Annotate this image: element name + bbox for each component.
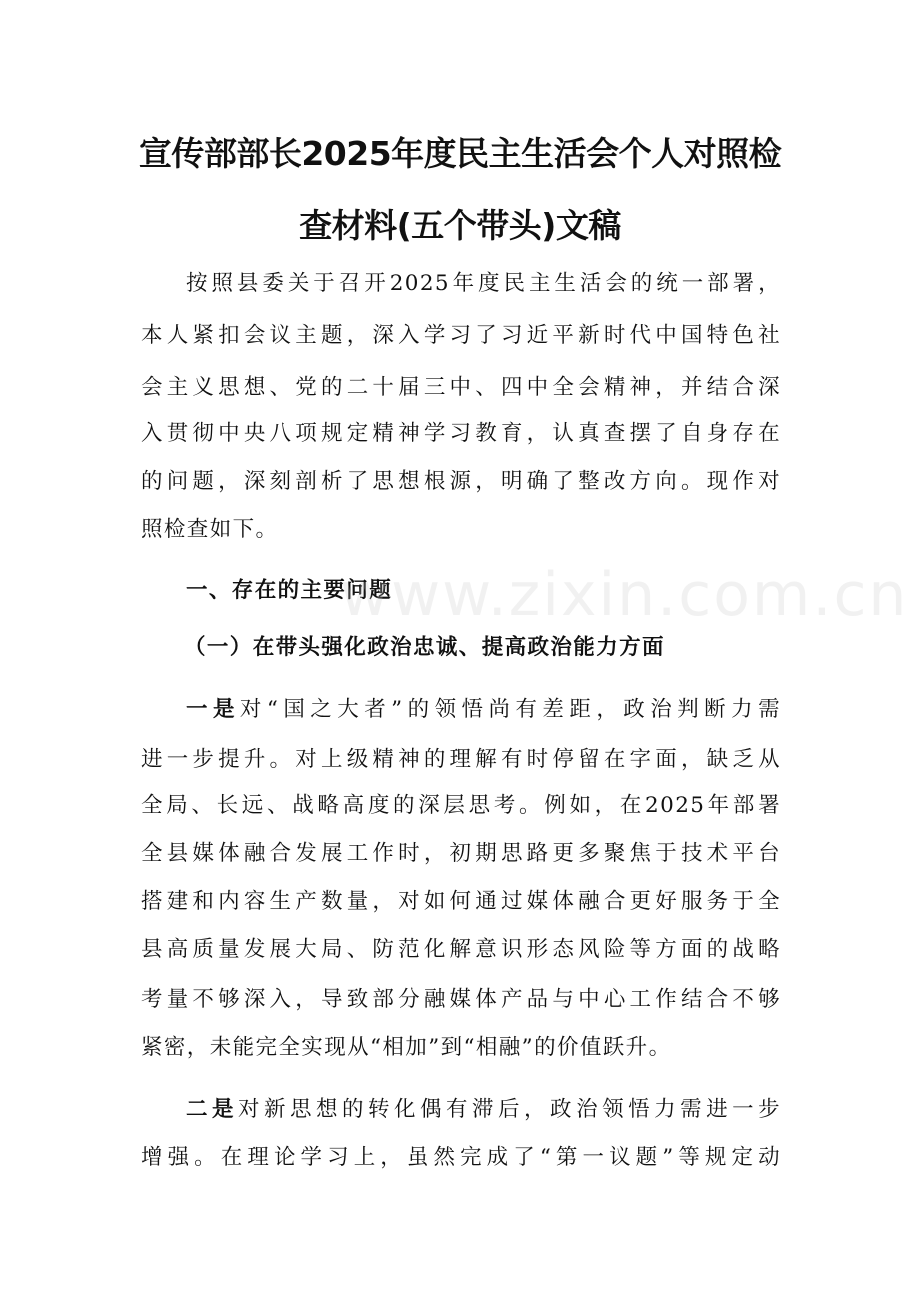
intro-line: 本人紧扣会议主题，深入学习了习近平新时代中国特色社 (141, 323, 781, 348)
point-1-line: 搭建和内容生产数量，对如何通过媒体融合更好服务于全 (141, 889, 781, 914)
point-1-line: 县高质量发展大局、防范化解意识形态风险等方面的战略 (141, 937, 781, 962)
intro-line: 照检查如下。 (141, 517, 279, 542)
point-2-text: 对新思想的转化偶有滞后，政治领悟力需进一步 (238, 1097, 781, 1122)
point-1-line: 紧密，未能完全实现从“相加”到“相融”的价值跃升。 (141, 1035, 672, 1060)
intro-line: 会主义思想、党的二十届三中、四中全会精神，并结合深 (141, 375, 781, 400)
point-2-lead: 二是 (186, 1097, 239, 1122)
point-1-line: 考量不够深入，导致部分融媒体产品与中心工作结合不够 (141, 987, 781, 1012)
point-1-text: 对“国之大者”的领悟尚有差距，政治判断力需 (239, 697, 781, 722)
document-title-line-1: 宣传部部长2025年度民主生活会个人对照检 (138, 134, 782, 173)
intro-line: 入贯彻中央八项规定精神学习教育，认真查摆了自身存在 (141, 421, 781, 446)
point-1-first-line (186, 695, 781, 725)
point-2-first-line (186, 1095, 781, 1125)
point-1-line: 全局、长远、战略高度的深层思考。例如，在2025年部署 (141, 793, 781, 818)
point-1-line: 进一步提升。对上级精神的理解有时停留在字面，缺乏从 (141, 747, 781, 772)
intro-line: 的问题，深刻剖析了思想根源，明确了整改方向。现作对 (141, 469, 781, 494)
point-1-line: 全县媒体融合发展工作时，初期思路更多聚焦于技术平台 (141, 841, 781, 866)
watermark: www.zixin.com.cn (340, 560, 909, 630)
point-2-line: 增强。在理论学习上，虽然完成了“第一议题”等规定动 (141, 1145, 781, 1170)
section-heading: 一、存在的主要问题 (186, 578, 393, 603)
point-1-lead: 一是 (186, 697, 240, 722)
document-title-line-2: 查材料(五个带头)文稿 (299, 206, 621, 245)
subsection-heading: （一）在带头强化政治忠诚、提高政治能力方面 (184, 635, 665, 660)
intro-line: 按照县委关于召开2025年度民主生活会的统一部署， (186, 271, 781, 296)
